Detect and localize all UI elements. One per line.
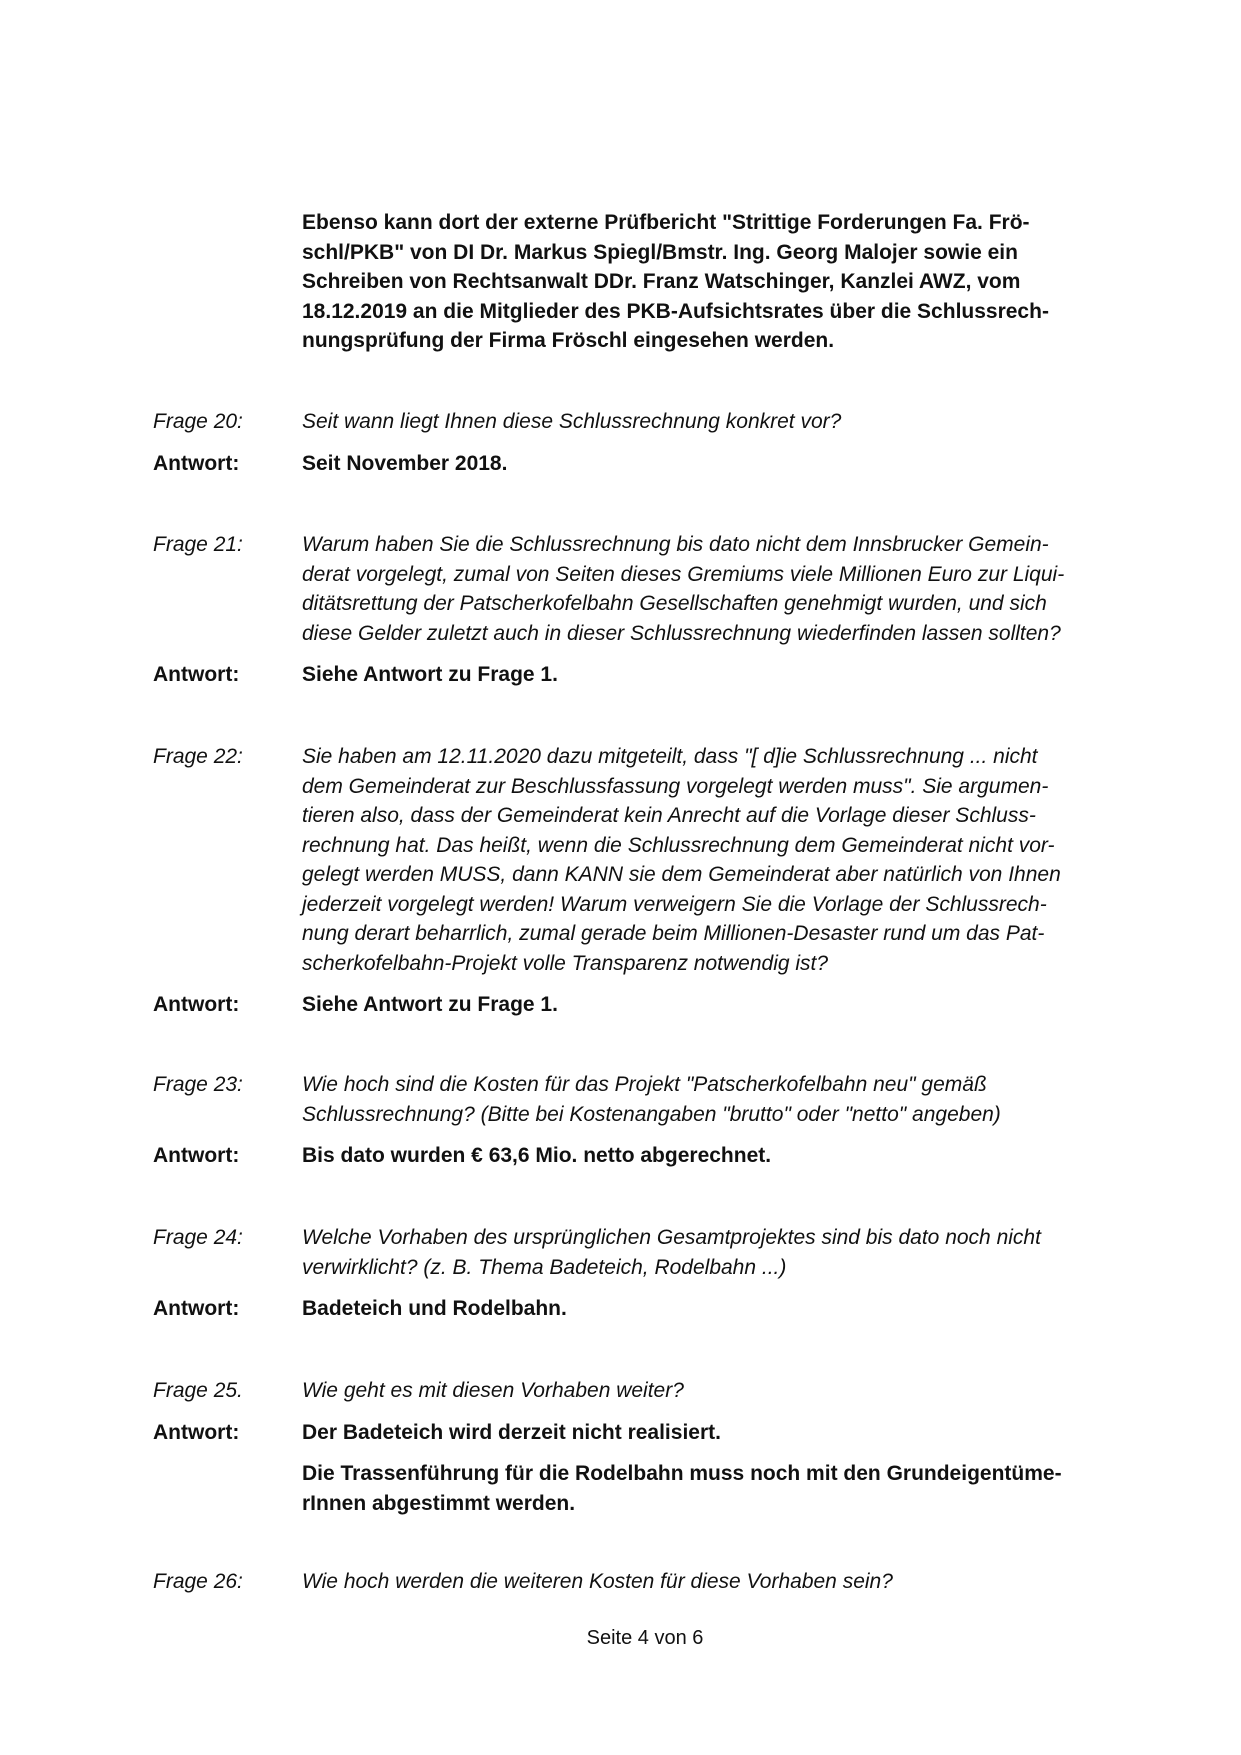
answer-text [302,449,1142,479]
question-text [302,1567,1142,1597]
answer-line: Badeteich und Rodelbahn. [302,1297,567,1320]
intro-line: 18.12.2019 an die Mitglieder des PKB-Aufsichtsrates über die Schlussrech- [302,299,1049,323]
answer-line: rInnen abgestimmt werden. [302,1491,576,1515]
question-block-23 [0,1070,1241,1171]
answer-text [302,1294,1142,1324]
answer-text [302,1459,1142,1518]
answer-text [302,660,1142,690]
question-text [302,530,1142,648]
question-label: Frage 20: [153,410,243,433]
question-line: nung derart beharrlich, zumal gerade beim Millionen-Desaster rund um das Pat- [302,922,1045,945]
answer-label: Antwort: [153,1297,240,1320]
question-text [302,407,1142,437]
question-line: Welche Vorhaben des ursprünglichen Gesamtprojektes sind bis dato noch nicht [302,1226,1041,1249]
answer-line: Siehe Antwort zu Frage 1. [302,663,558,686]
question-block-26 [0,1567,1241,1597]
answer-label: Antwort: [153,451,240,475]
question-block-20 [0,407,1241,478]
question-text [302,1070,1142,1129]
question-label: Frage 24: [153,1226,243,1249]
question-line: derat vorgelegt, zumal von Seiten dieses Gremiums viele Millionen Euro zur Liqui- [302,562,1065,586]
question-block-25 [0,1376,1241,1518]
answer-row [0,1294,1241,1324]
question-line: diese Gelder zuletzt auch in dieser Schlussrechnung wiederfinden lassen sollten? [302,621,1061,645]
intro-line: Ebenso kann dort der externe Prüfbericht "Strittige Forderungen Fa. Frö- [302,211,1030,234]
question-block-22 [0,742,1241,1020]
answer-label: Antwort: [153,1144,240,1167]
answer-row [0,1418,1241,1448]
question-row [0,1567,1241,1597]
answer-text [302,1418,1142,1448]
question-label: Frage 25. [153,1379,243,1402]
question-line: verwirklicht? (z. B. Thema Badeteich, Rodelbahn ...) [302,1255,787,1279]
answer-line: Die Trassenführung für die Rodelbahn muss noch mit den Grundeigentüme- [302,1462,1062,1485]
answer-label: Antwort: [153,1420,240,1444]
answer-line: Siehe Antwort zu Frage 1. [302,993,558,1016]
answer-label: Antwort: [153,993,240,1016]
question-line: Wie hoch werden die weiteren Kosten für diese Vorhaben sein? [302,1570,893,1593]
question-row [0,407,1241,437]
answer-row [0,1141,1241,1171]
question-row [0,530,1241,648]
question-line: ditätsrettung der Patscherkofelbahn Gesellschaften genehmigt wurden, und sich [302,592,1047,615]
answer-row [0,660,1241,690]
answer-row [0,449,1241,479]
question-line: tieren also, dass der Gemeinderat kein Anrecht auf die Vorlage dieser Schluss- [302,804,1036,827]
intro-line: Schreiben von Rechtsanwalt DDr. Franz Watschinger, Kanzlei AWZ, vom [302,270,1021,293]
page-number-footer: Seite 4 von 6 [586,1627,704,1649]
question-label: Frage 21: [153,533,243,556]
question-label: Frage 23: [153,1073,243,1096]
question-line: Sie haben am 12.11.2020 dazu mitgeteilt, dass "[ d]ie Schlussrechnung ... nicht [302,745,1038,768]
answer-line: Der Badeteich wird derzeit nicht realisiert. [302,1420,721,1444]
question-row [0,1376,1241,1406]
question-line: gelegt werden MUSS, dann KANN sie dem Gemeinderat aber natürlich von Ihnen [302,863,1061,886]
question-line: Wie hoch sind die Kosten für das Projekt "Patscherkofelbahn neu" gemäß [302,1073,987,1096]
question-text [302,1223,1142,1282]
answer-text [302,1141,1142,1171]
question-label: Frage 22: [153,745,243,768]
question-line: scherkofelbahn-Projekt volle Transparenz notwendig ist? [302,951,829,975]
question-text [302,1376,1142,1406]
question-row [0,1070,1241,1129]
question-line: jederzeit vorgelegt werden! Warum verweigern Sie die Vorlage der Schlussrech- [302,892,1047,916]
question-text [302,742,1142,978]
question-row [0,1223,1241,1282]
question-row [0,742,1241,978]
question-line: Warum haben Sie die Schlussrechnung bis dato nicht dem Innsbrucker Gemein- [302,533,1049,556]
question-line: Wie geht es mit diesen Vorhaben weiter? [302,1379,684,1402]
answer-line: Bis dato wurden € 63,6 Mio. netto abgerechnet. [302,1144,772,1167]
answer-text [302,990,1142,1020]
question-block-24 [0,1223,1241,1324]
question-line: Schlussrechnung? (Bitte bei Kostenangaben "brutto" oder "netto" angeben) [302,1102,1001,1126]
question-block-21 [0,530,1241,690]
answer-row [0,990,1241,1020]
answer-label: Antwort: [153,663,240,686]
answer-line: Seit November 2018. [302,451,508,475]
question-line: Seit wann liegt Ihnen diese Schlussrechnung konkret vor? [302,410,842,433]
intro-paragraph [302,208,1142,356]
question-line: rechnung hat. Das heißt, wenn die Schlussrechnung dem Gemeinderat nicht vor- [302,833,1055,857]
intro-line: schl/PKB" von DI Dr. Markus Spiegl/Bmstr. Ing. Georg Malojer sowie ein [302,240,1018,264]
answer-continuation [0,1459,1241,1518]
question-line: dem Gemeinderat zur Beschlussfassung vorgelegt werden muss". Sie argumen- [302,774,1049,798]
question-label: Frage 26: [153,1570,243,1593]
intro-line: nungsprüfung der Firma Fröschl eingesehen werden. [302,329,835,352]
